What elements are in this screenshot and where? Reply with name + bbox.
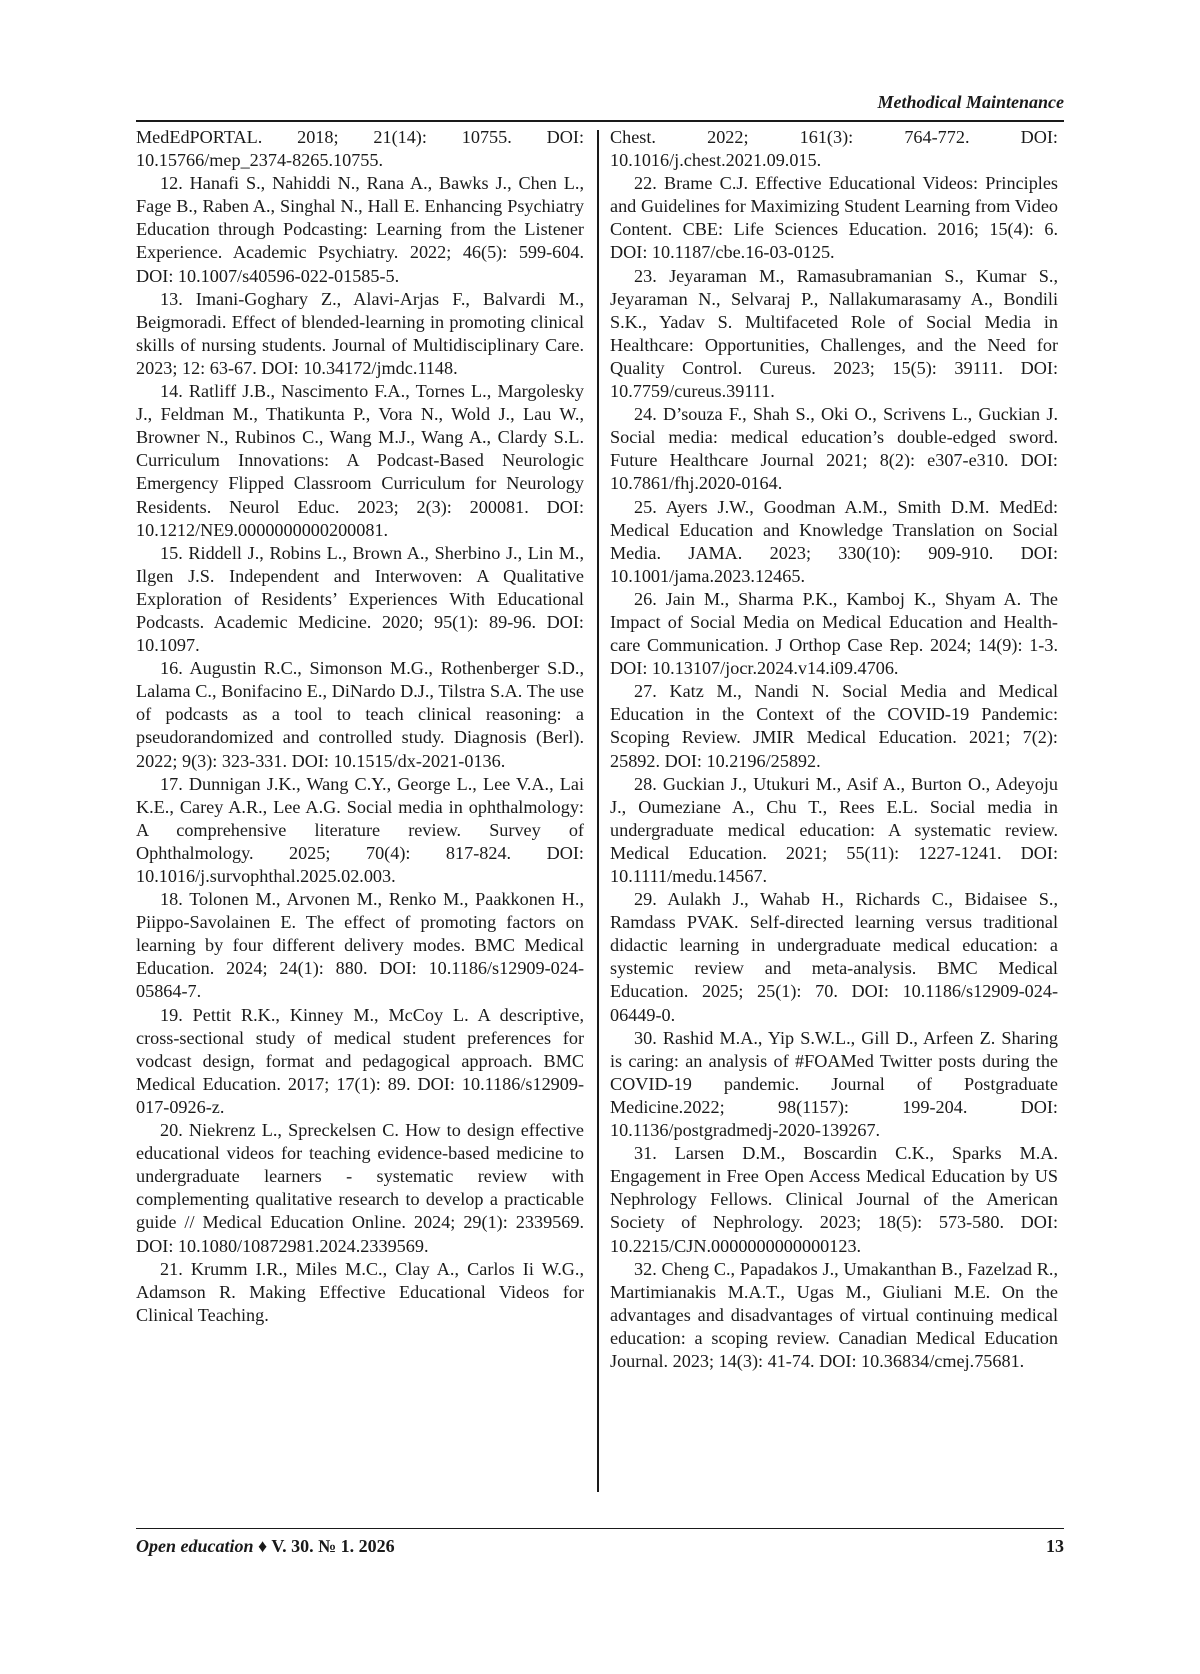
references-right-column [610, 126, 1058, 1373]
header-rule [136, 120, 1064, 122]
volume-issue: V. 30. № 1. 2026 [271, 1536, 395, 1556]
reference-continuation: MedEdPORTAL. 2018; 21(14): 10755. DOI: 10.15766/mep_2374-8265.10755. [136, 127, 584, 171]
reference-item: 30. Rashid M.A., Yip S.W.L., Gill D., Arfeen Z. Sharing is caring: an analysis of #FOAMed Twitter posts during the COVID-19 pandemic. Journal of Postgraduate Medicine.2022; 98(1157): 199-204. DOI: 10.1136/postgradmedj-2020-139267. [610, 1027, 1058, 1141]
diamond-separator-icon: ♦ [258, 1536, 268, 1556]
reference-item: 16. Augustin R.C., Simonson M.G., Rothenberger S.D., Lalama C., Bonifacino E., DiNardo D.J., Tilstra S.A. The use of podcasts as a tool to teach clinical reasoning: a pseudorandomized and controlled study. Diagnosis (Berl). 2022; 9(3): 323-331. DOI: 10.1515/dx-2021-0136. [136, 658, 584, 771]
page-number: 13 [1046, 1536, 1064, 1556]
column-divider [597, 130, 599, 1492]
reference-item: 20. Niekrenz L., Spreckelsen C. How to design effective educational videos for teaching evidence-based medicine to undergraduate learners - systematic review with complementing qualitative research to develop a practicable guide // Medical Education Online. 2024; 29(1): 2339569. DOI: 10.1080/10872981.2024.2339569. [136, 1120, 584, 1256]
reference-item: 14. Ratliff J.B., Nascimento F.A., Tornes L., Margolesky J., Feldman M., Thatikunta P., Vora N., Wold J., Lau W., Browner N., Rubinos C., Wang M.J., Wang A., Clardy S.L. Curriculum Innovations: A Podcast-Based Neurologic Emergency Flipped Classroom Curriculum for Neurology Residents. Neurol Educ. 2023; 2(3): 200081. DOI: 10.1212/NE9.0000000000200081. [136, 381, 584, 540]
reference-item: 19. Pettit R.K., Kinney M., McCoy L. A descriptive, cross-sectional study of medical student preferences for vodcast design, format and pedagogical approach. BMC Medical Education. 2017; 17(1): 89. DOI: 10.1186/s12909-017-0926-z. [136, 1004, 584, 1117]
reference-item: 31. Larsen D.M., Boscardin C.K., Sparks M.A. Engagement in Free Open Access Medical Education by US Nephrology Fellows. Clinical Journal of the American Society of Nephrology. 2023; 18(5): 573-580. DOI: 10.2215/CJN.0000000000000123. [610, 1143, 1058, 1256]
journal-name: Open education [136, 1536, 254, 1556]
reference-item: 27. Katz M., Nandi N. Social Media and Medical Education in the Context of the COVID-19 Pandemic: Scoping Review. JMIR Medical Education. 2021; 7(2): 25892. DOI: 10.2196/25892. [610, 681, 1058, 771]
reference-item: 23. Jeyaraman M., Ramasubramanian S., Kumar S., Jeyaraman N., Selvaraj P., Nallakumarasamy A., Bondili S.K., Yadav S. Multifaceted Role of Social Media in Healthcare: Opportunities, Challenges, and the Need for Quality Control. Cureus. 2023; 15(5): 39111. DOI: 10.7759/cureus.39111. [610, 265, 1058, 402]
reference-item: 32. Cheng C., Papadakos J., Umakanthan B., Fazelzad R., Martimianakis M.A.T., Ugas M., Giuliani M.E. On the advantages and disadvantages of virtual continuing medical education: a scoping review. Canadian Medical Education Journal. 2023; 14(3): 41-74. DOI: 10.36834/cmej.75681. [610, 1258, 1058, 1371]
references-left-column [136, 126, 584, 1327]
reference-item: 29. Aulakh J., Wahab H., Richards C., Bidaisee S., Ramdass PVAK. Self-directed learning versus traditional didactic learning in undergraduate medical education: a systemic review and meta-analysis. BMC Medical Education. 2025; 25(1): 70. DOI: 10.1186/s12909-024-06449-0. [610, 889, 1058, 1025]
reference-item: 25. Ayers J.W., Goodman A.M., Smith D.M. MedEd: Medical Education and Knowledge Translation on Social Media. JAMA. 2023; 330(10): 909-910. DOI: 10.1001/jama.2023.12465. [610, 496, 1058, 586]
footer-rule [136, 1528, 1064, 1529]
reference-item: 22. Brame C.J. Effective Educational Videos: Principles and Guidelines for Maximizing Student Learning from Video Content. CBE: Life Sciences Education. 2016; 15(4): 6. DOI: 10.1187/cbe.16-03-0125. [610, 173, 1058, 263]
reference-item: 17. Dunnigan J.K., Wang C.Y., George L., Lee V.A., Lai K.E., Carey A.R., Lee A.G. Social media in ophthalmology: A comprehensive literature review. Survey of Ophthalmology. 2025; 70(4): 817-824. DOI: 10.1016/j.survophthal.2025.02.003. [136, 773, 584, 886]
footer-journal-info [136, 1536, 395, 1557]
reference-item: 26. Jain M., Sharma P.K., Kamboj K., Shyam A. The Impact of Social Media on Medical Education and Health-care Communication. J Orthop Case Rep. 2024; 14(9): 1-3. DOI: 10.13107/jocr.2024.v14.i09.4706. [610, 588, 1058, 679]
reference-continuation: Chest. 2022; 161(3): 764-772. DOI: 10.1016/j.chest.2021.09.015. [610, 127, 1058, 171]
reference-item: 18. Tolonen M., Arvonen M., Renko M., Paakkonen H., Piippo-Savolainen E. The effect of promoting factors on learning by four different delivery modes. BMC Medical Education. 2024; 24(1): 880. DOI: 10.1186/s12909-024-05864-7. [136, 889, 584, 1002]
reference-item: 28. Guckian J., Utukuri M., Asif A., Burton O., Adeyoju J., Oumeziane A., Chu T., Rees E.L. Social media in undergraduate medical education: A systematic review. Medical Education. 2021; 55(11): 1227-1241. DOI: 10.1111/medu.14567. [610, 773, 1058, 886]
reference-item: 12. Hanafi S., Nahiddi N., Rana A., Bawks J., Chen L., Fage B., Raben A., Singhal N., Hall E. Enhancing Psychiatry Education through Podcasting: Learning from the Listener Experience. Academic Psychiatry. 2022; 46(5): 599-604. DOI: 10.1007/s40596-022-01585-5. [136, 173, 584, 286]
running-head: Methodical Maintenance [877, 92, 1064, 112]
reference-item: 24. D’souza F., Shah S., Oki O., Scrivens L., Guckian J. Social media: medical education’s double-edged sword. Future Healthcare Journal 2021; 8(2): e307-e310. DOI: 10.7861/fhj.2020-0164. [610, 404, 1058, 494]
reference-item: 15. Riddell J., Robins L., Brown A., Sherbino J., Lin M., Ilgen J.S. Independent and Interwoven: A Qualitative Exploration of Residents’ Experiences With Educational Podcasts. Academic Medicine. 2020; 95(1): 89-96. DOI: 10.1097. [136, 542, 584, 656]
reference-item: 21. Krumm I.R., Miles M.C., Clay A., Carlos Ii W.G., Adamson R. Making Effective Educational Videos for Clinical Teaching. [136, 1258, 584, 1325]
reference-item: 13. Imani-Goghary Z., Alavi-Arjas F., Balvardi M., Beigmoradi. Effect of blended-learning in promoting clinical skills of nursing students. Journal of Multidisciplinary Care. 2023; 12: 63-67. DOI: 10.34172/jmdc.1148. [136, 288, 584, 378]
